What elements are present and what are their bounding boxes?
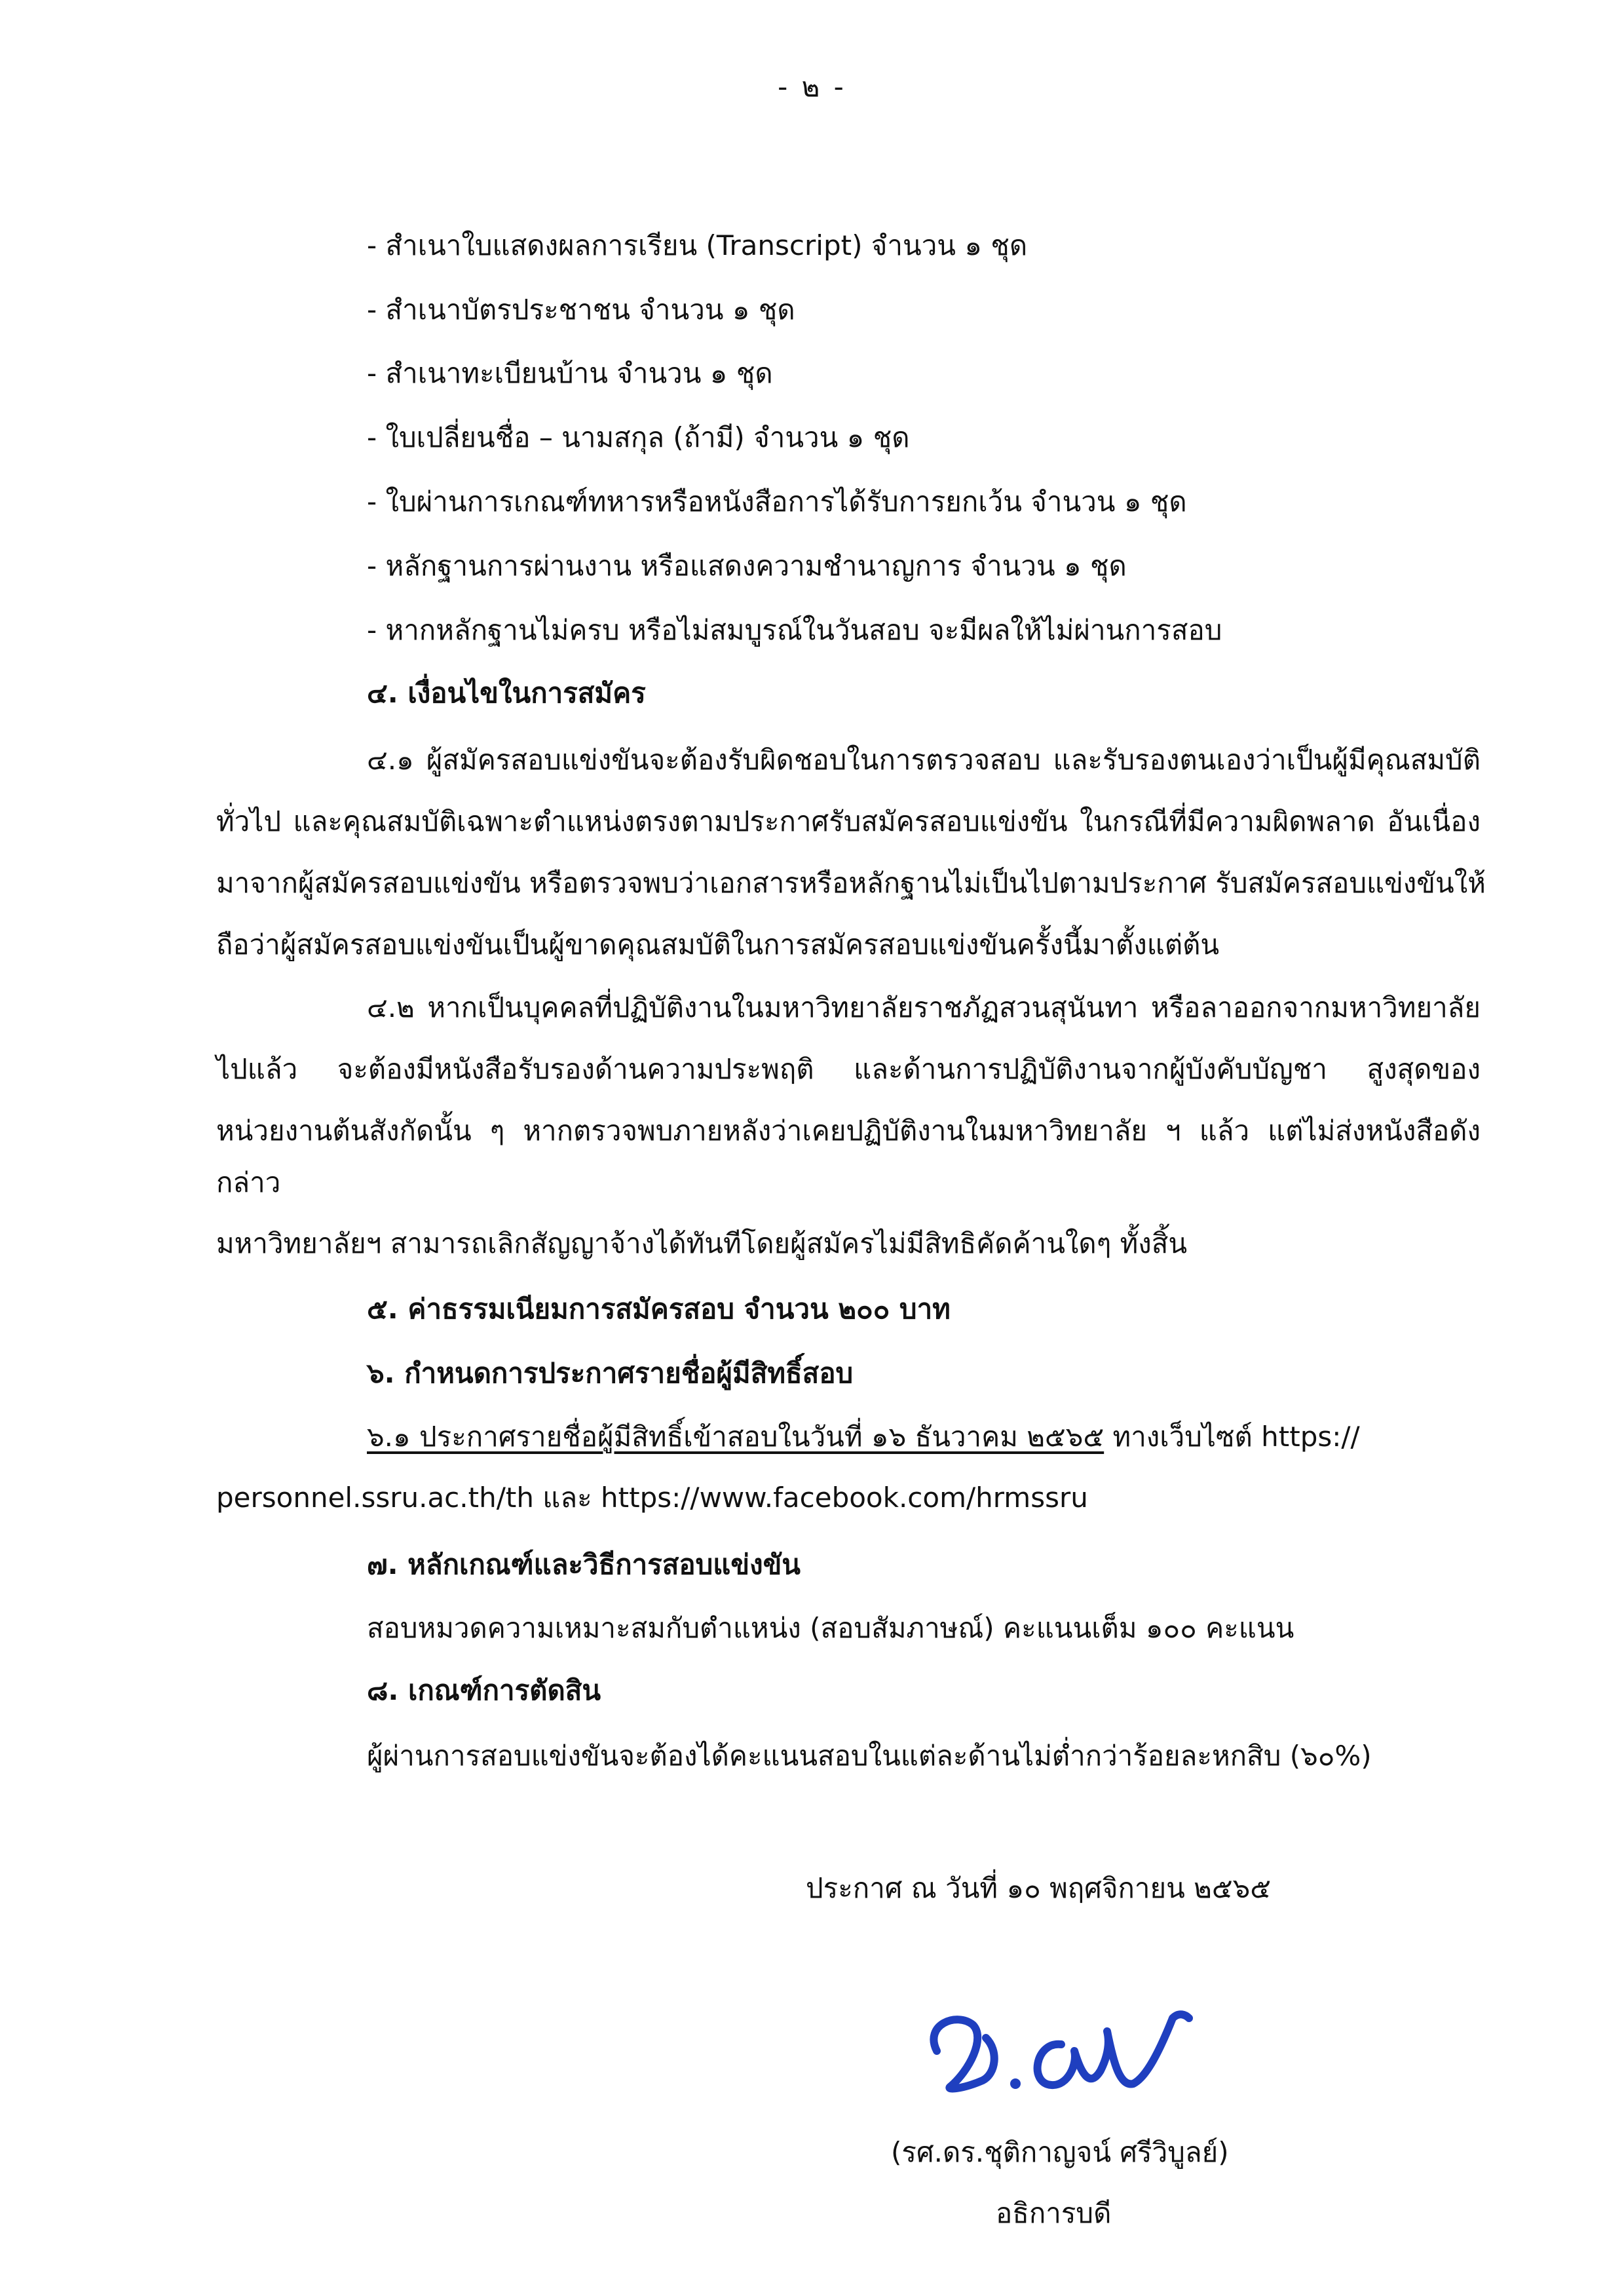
section-6-heading: ๖. กำหนดการประกาศรายชื่อผู้มีสิทธิ์สอบ bbox=[367, 1357, 854, 1389]
section-4-2-line-1: ๔.๒ หากเป็นบุคคลที่ปฏิบัติงานในมหาวิทยาลัยราชภัฏสวนสุนันทา หรือลาออกจากมหาวิทยาลัย bbox=[367, 991, 1481, 1024]
section-4-heading: ๔. เงื่อนไขในการสมัคร bbox=[367, 677, 646, 709]
section-6-1-line-2: personnel.ssru.ac.th/th และ https://www.facebook.com/hrmssru bbox=[216, 1482, 1088, 1514]
section-4-2-line-5: มหาวิทยาลัยฯ สามารถเลิกสัญญาจ้างได้ทันทีโดยผู้สมัครไม่มีสิทธิคัดค้านใดๆ ทั้งสิ้น bbox=[216, 1227, 1188, 1259]
section-4-1-line-4: ถือว่าผู้สมัครสอบแข่งขันเป็นผู้ขาดคุณสมบัติในการสมัครสอบแข่งขันครั้งนี้มาตั้งแต่ต้น bbox=[216, 928, 1220, 961]
section-8-text: ผู้ผ่านการสอบแข่งขันจะต้องได้คะแนนสอบในแต่ละด้านไม่ต่ำกว่าร้อยละหกสิบ (๖๐%) bbox=[367, 1740, 1372, 1772]
website-label: ทางเว็บไซต์ https:// bbox=[1104, 1421, 1360, 1453]
document-item-name-change: - ใบเปลี่ยนชื่อ – นามสกุล (ถ้ามี) จำนวน ๑ ชุด bbox=[367, 421, 910, 453]
section-4-1-line-2: ทั่วไป และคุณสมบัติเฉพาะตำแหน่งตรงตามประกาศรับสมัครสอบแข่งขัน ในกรณีที่มีความผิดพลาด อันเนื่อง bbox=[216, 805, 1481, 837]
document-item-transcript: - สำเนาใบแสดงผลการเรียน (Transcript) จำนวน ๑ ชุด bbox=[367, 229, 1028, 261]
document-item-id-card: - สำเนาบัตรประชาชน จำนวน ๑ ชุด bbox=[367, 294, 795, 326]
section-4-2-line-2: ไปแล้ว จะต้องมีหนังสือรับรองด้านความประพฤติ และด้านการปฏิบัติงานจากผู้บังคับบัญชา สูงสุดของ bbox=[216, 1053, 1481, 1085]
document-item-house-registration: - สำเนาทะเบียนบ้าน จำนวน ๑ ชุด bbox=[367, 357, 773, 389]
section-7-text: สอบหมวดความเหมาะสมกับตำแหน่ง (สอบสัมภาษณ์) คะแนนเต็ม ๑๐๐ คะแนน bbox=[367, 1612, 1294, 1644]
page-number: - ๒ - bbox=[778, 71, 846, 103]
section-8-heading: ๘. เกณฑ์การตัดสิน bbox=[367, 1674, 601, 1706]
section-5-heading: ๕. ค่าธรรมเนียมการสมัครสอบ จำนวน ๒๐๐ บาท bbox=[367, 1293, 951, 1325]
section-4-2-line-3: หน่วยงานต้นสังกัดนั้น ๆ หากตรวจพบภายหลังว่าเคยปฏิบัติงานในมหาวิทยาลัย ฯ แล้ว แต่ไม่ส่งหนังสือดัง bbox=[216, 1115, 1481, 1147]
document-item-experience: - หลักฐานการผ่านงาน หรือแสดงความชำนาญการ จำนวน ๑ ชุด bbox=[367, 550, 1127, 582]
announcement-date-text: ๖.๑ ประกาศรายชื่อผู้มีสิทธิ์เข้าสอบในวันที่ ๑๖ ธันวาคม ๒๕๖๕ bbox=[367, 1421, 1105, 1453]
signer-name: (รศ.ดร.ชุติกาญจน์ ศรีวิบูลย์) bbox=[891, 2136, 1229, 2168]
section-4-1-line-3: มาจากผู้สมัครสอบแข่งขัน หรือตรวจพบว่าเอกสารหรือหลักฐานไม่เป็นไปตามประกาศ รับสมัครสอบแข่งขันให้ bbox=[216, 867, 1486, 899]
announcement-date-line: ประกาศ ณ วันที่ ๑๐ พฤศจิกายน ๒๕๖๕ bbox=[806, 1872, 1272, 1904]
section-4-1-line-1: ๔.๑ ผู้สมัครสอบแข่งขันจะต้องรับผิดชอบในการตรวจสอบ และรับรองตนเองว่าเป็นผู้มีคุณสมบัติ bbox=[367, 744, 1481, 776]
section-4-2-line-4: กล่าว bbox=[216, 1166, 281, 1198]
signature-image bbox=[911, 1972, 1212, 2116]
section-6-1-line-1 bbox=[367, 1417, 1360, 1457]
document-item-incomplete-note: - หากหลักฐานไม่ครบ หรือไม่สมบูรณ์ในวันสอบ จะมีผลให้ไม่ผ่านการสอบ bbox=[367, 614, 1222, 646]
signer-title: อธิการบดี bbox=[996, 2197, 1112, 2229]
section-7-heading: ๗. หลักเกณฑ์และวิธีการสอบแข่งขัน bbox=[367, 1548, 801, 1580]
document-item-military: - ใบผ่านการเกณฑ์ทหารหรือหนังสือการได้รับการยกเว้น จำนวน ๑ ชุด bbox=[367, 486, 1187, 518]
